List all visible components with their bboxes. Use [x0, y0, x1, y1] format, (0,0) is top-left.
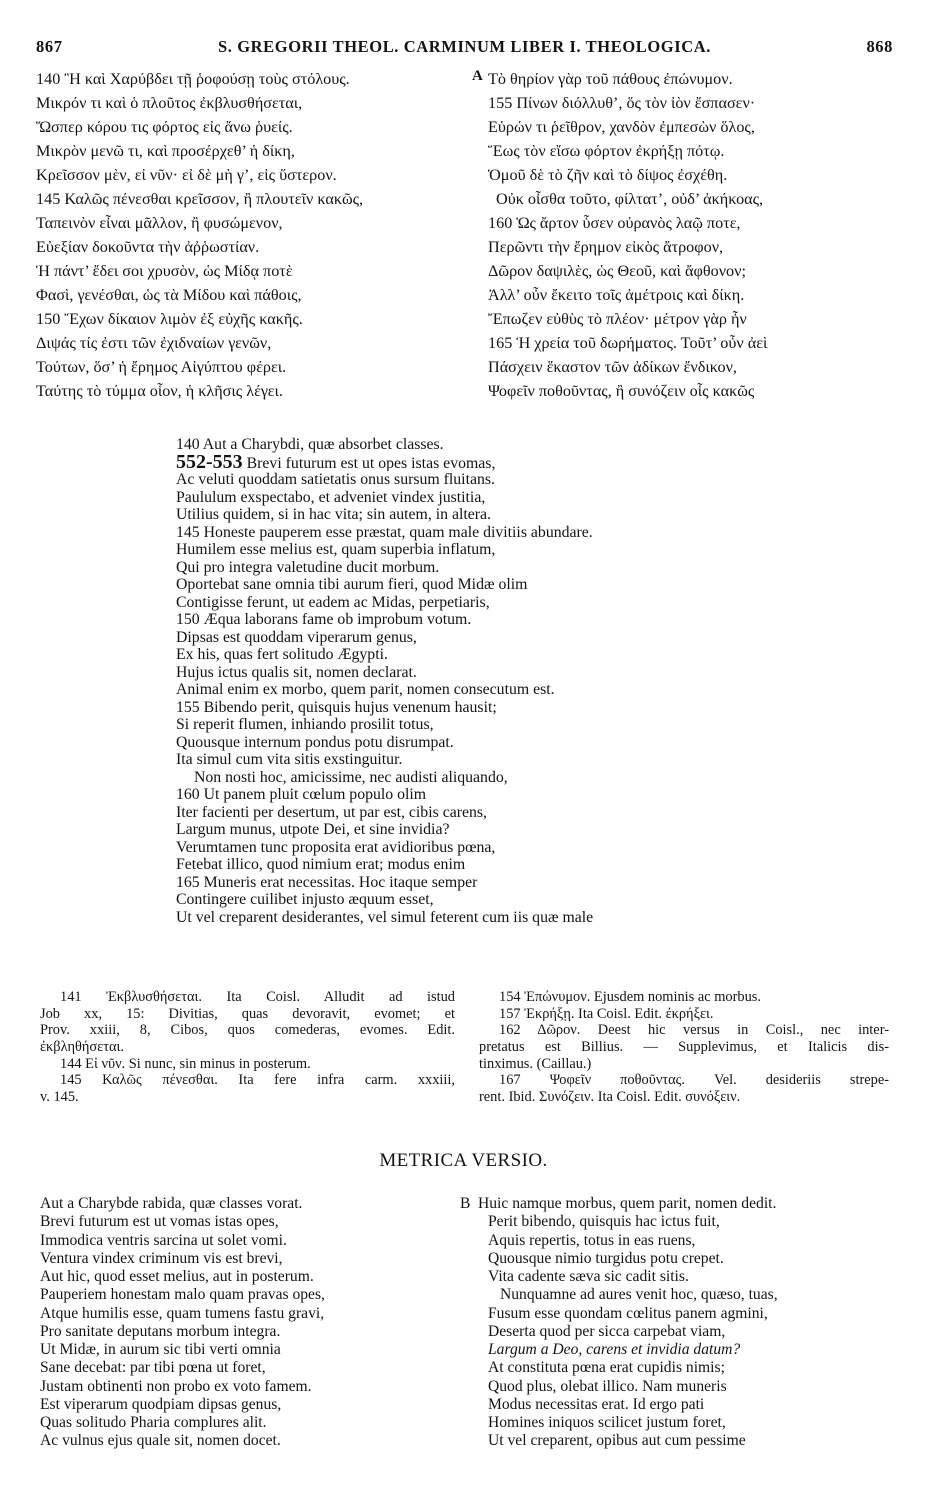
footnote-line: ἐκβληθήσεται. [40, 1039, 125, 1056]
footnotes-left [40, 989, 455, 1106]
greek-line: Ἕως τὸν εἴσω φόρτον ἐκρήξῃ πότῳ. [488, 142, 725, 160]
latin-line: Non nosti hoc, amicissime, nec audisti aliquando, [194, 768, 508, 786]
footnote-line: Prov. xxiii, 8, Cibos, quos comederas, evomes. Edit. [40, 1022, 455, 1039]
verse-line: Atque humilis esse, quam tumens fastu gravi, [40, 1304, 325, 1322]
greek-text-right-column [488, 67, 898, 403]
latin-line: 155 Bibendo perit, quisquis hujus venenum hausit; [176, 698, 497, 716]
footnotes-right [479, 989, 889, 1106]
latin-line: Animal enim ex morbo, quem parit, nomen consecutum est. [176, 681, 555, 698]
greek-line: 155 Πίνων διόλλυθ’, ὅς τὸν ἰὸν ἔσπασεν· [488, 94, 756, 112]
page-number-left: 867 [36, 37, 63, 56]
footnote-line: v. 145. [40, 1089, 79, 1106]
latin-line: Verumtamen tunc proposita erat avidioribus pœna, [176, 838, 496, 856]
greek-line: Εὑρών τι ῥεῖθρον, χανδὸν ἐμπεσὼν ὅλος, [488, 118, 755, 136]
verse-line: At constituta pœna erat cupidis nimis; [488, 1359, 725, 1377]
greek-line: Οὐκ οἶσθα τοῦτο, φίλτατ’, οὐδ’ ἀκήκοας, [496, 190, 764, 208]
greek-line: 140 Ἢ καὶ Χαρύβδει τῇ ῥοφούσῃ τοὺς στόλους. [36, 70, 350, 88]
latin-line: 552-553 Brevi futurum est ut opes istas evomas, [176, 454, 776, 472]
metrica-left-column [40, 1195, 460, 1451]
latin-line: Dipsas est quoddam viperarum genus, [176, 628, 417, 646]
latin-line: Iter facienti per desertum, ut par est, cibis carens, [176, 803, 487, 821]
footnote-line: pretatus est Billius. — Supplevimus, et Italicis dis- [479, 1039, 889, 1056]
latin-line: Paululum exspectabo, et adveniet vindex justitia, [176, 488, 486, 506]
footnote-line: rent. Ibid. Συνόζειν. Ita Coisl. Edit. συνόξειν. [479, 1089, 741, 1106]
greek-line: Ψοφεῖν ποθοῦντας, ἢ συνόζειν οἷς κακῶς [488, 382, 755, 400]
running-title: S. GREGORII THEOL. CARMINUM LIBER I. THEOLOGICA. [217, 37, 712, 56]
verse-line: Vita cadente sæva sic cadit sitis. [488, 1268, 689, 1286]
greek-line: 160 Ὡς ἄρτον ὗσεν οὐρανὸς λαῷ ποτε, [488, 214, 741, 232]
footnote-line: 141 Ἐκβλυσθήσεται. Ita Coisl. Alludit ad istud [60, 989, 455, 1005]
latin-line: Qui pro integra valetudine ducit morbum. [176, 558, 440, 576]
footnote-line: Job xx, 15: Divitias, quas devoravit, evomet; et [40, 1005, 455, 1022]
verse-line: Largum a Deo, carens et invidia datum? [488, 1341, 741, 1359]
metrica-right-column [478, 1195, 896, 1451]
page-number-right: 868 [866, 37, 893, 56]
latin-line: 160 Ut panem pluit cœlum populo olim [176, 786, 427, 803]
latin-line: Ac veluti quoddam satietatis onus sursum fluitans. [176, 471, 495, 488]
latin-line: Fetebat illico, quod nimium erat; modus enim [176, 856, 466, 873]
verse-line: Immodica ventris sarcina ut solet vomi. [40, 1231, 287, 1249]
verse-line: Fusum esse quondam cœlitus panem agmini, [488, 1304, 768, 1322]
latin-prose-translation [176, 436, 776, 926]
verse-line: Deserta quod per sicca carpebat viam, [488, 1322, 726, 1340]
verse-line: Justam obtinenti non probo ex voto famem. [40, 1377, 312, 1395]
greek-line: Τὸ θηρίον γὰρ τοῦ πάθους ἐπώνυμον. [488, 70, 733, 88]
greek-line: Περῶντι τὴν ἔρημον εἰκὸς ἄτροφον, [488, 238, 724, 256]
verse-line: Pauperiem honestam malo quam pravas opes, [40, 1286, 325, 1304]
greek-line: Μικρὸν μενῶ τι, καὶ προσέρχεθ’ ἡ δίκη, [36, 142, 295, 160]
footnote-line: 144 Εἰ νῦν. Si nunc, sin minus in posterum. [60, 1055, 311, 1072]
greek-line: 165 Ἡ χρεία τοῦ δωρήματος. Τοῦτ’ οὖν ἀεὶ [488, 334, 768, 352]
verse-line: Huic namque morbus, quem parit, nomen dedit. [478, 1195, 777, 1212]
latin-line: Quousque internum pondus potu disrumpat. [176, 733, 454, 751]
verse-line: Homines iniquos scilicet justum foret, [488, 1414, 726, 1432]
verse-line: Quod plus, olebat illico. Nam muneris [488, 1377, 727, 1395]
latin-line: Ex his, quas fert solitudo Ægypti. [176, 646, 388, 663]
latin-line: 165 Muneris erat necessitas. Hoc itaque semper [176, 873, 478, 891]
verse-line: Aut a Charybde rabida, quæ classes vorat. [40, 1195, 303, 1212]
verse-line: Ac vulnus ejus quale sit, nomen docet. [40, 1432, 281, 1450]
latin-line: Ut vel creparent desiderantes, vel simul feterent cum iis quæ male [176, 908, 594, 926]
metrica-versio-heading: METRICA VERSIO. [379, 1150, 548, 1171]
footnote-line: tinximus. (Caillau.) [479, 1055, 592, 1072]
latin-line: Humilem esse melius est, quam superbia inflatum, [176, 541, 496, 558]
latin-line: 140 Aut a Charybdi, quæ absorbet classes. [176, 436, 444, 453]
margin-marker-a: A [472, 68, 483, 84]
running-header [36, 37, 893, 61]
greek-line: Τούτων, ὅσ’ ἡ ἔρημος Αἰγύπτου φέρει. [36, 358, 287, 376]
verse-line: Est viperarum quodpiam dipsas genus, [40, 1395, 282, 1413]
latin-line: Hujus ictus qualis sit, nomen declarat. [176, 663, 417, 681]
greek-line: Δῶρον δαψιλὲς, ὡς Θεοῦ, καὶ ἄφθονον; [488, 262, 746, 280]
verse-line: Ut Midæ, in aurum sic tibi verti omnia [40, 1341, 281, 1359]
verse-line: Quousque nimio turgidus potu crepet. [488, 1249, 724, 1267]
latin-line: 145 Honeste pauperem esse præstat, quam male divitiis abundare. [176, 523, 593, 541]
latin-line: Contingere cuilibet injusto æquum esset, [176, 891, 434, 908]
verse-line: Pro sanitate deputans morbum integra. [40, 1322, 281, 1340]
verse-line: Aut hic, quod esset melius, aut in posterum. [40, 1268, 314, 1286]
verse-line: Ut vel creparent, opibus aut cum pessime [488, 1432, 746, 1450]
footnote-line: 154 Ἐπώνυμον. Ejusdem nominis ac morbus. [499, 989, 762, 1005]
verse-line: Sane decebat: par tibi pœna ut foret, [40, 1359, 266, 1377]
column-marker: 552-553 [176, 453, 243, 471]
latin-line: Utilius quidem, si in hac vita; sin autem, in altera. [176, 506, 491, 523]
greek-line: Ἀλλ’ οὖν ἔκειτο τοῖς ἀμέτροις καὶ δίκη. [488, 286, 745, 304]
footnote-line: 167 Ψοφεῖν ποθοῦντας. Vel. desideriis strepe- [499, 1072, 889, 1089]
greek-line: Πάσχειν ἕκαστον τῶν ἀδίκων ἔνδικον, [488, 358, 737, 376]
greek-line: Εὐεξίαν δοκοῦντα τὴν ἀῤῥωστίαν. [36, 238, 260, 256]
margin-marker-b [460, 1195, 480, 1213]
verse-line: Modus necessitas erat. Id ergo pati [488, 1395, 705, 1413]
greek-line: Ὥσπερ κόρου τις φόρτος εἰς ἄνω ῥυείς. [36, 118, 293, 136]
greek-line: Φασὶ, γενέσθαι, ὡς τὰ Μίδου καὶ πάθοις, [36, 286, 302, 304]
verse-line: Ventura vindex criminum vis est brevi, [40, 1249, 283, 1267]
verse-line: Nunquamne ad aures venit hoc, quæso, tuas, [500, 1286, 778, 1304]
verse-line: Quas solitudo Pharia complures alit. [40, 1414, 267, 1432]
latin-line: Oportebat sane omnia tibi aurum fieri, quod Midæ olim [176, 576, 528, 593]
margin-marker-b-label: B [460, 1195, 471, 1212]
footnote-line: 162 Δῶρον. Deest hic versus in Coisl., nec inter- [499, 1022, 889, 1039]
footnote-line: 157 Ἐκρήξῃ. Ita Coisl. Edit. ἐκρήξει. [499, 1005, 714, 1022]
latin-line: Ita simul cum vita sitis exstinguitur. [176, 751, 403, 768]
greek-line: Ἡ πάντ’ ἔδει σοι χρυσὸν, ὡς Μίδᾳ ποτὲ [36, 262, 293, 280]
latin-line: Si reperit flumen, inhiando prosilit totus, [176, 716, 434, 733]
verse-line: Perit bibendo, quisquis hac ictus fuit, [488, 1213, 720, 1231]
greek-line: 145 Καλῶς πένεσθαι κρεῖσσον, ἢ πλουτεῖν κακῶς, [36, 190, 364, 208]
greek-line: Ταύτης τὸ τύμμα οἷον, ἡ κλῆσις λέγει. [36, 382, 283, 400]
greek-text-left-column [36, 67, 458, 403]
greek-line: 150 Ἔχων δίκαιον λιμὸν ἐξ εὐχῆς κακῆς. [36, 310, 303, 328]
greek-line: Μικρόν τι καὶ ὁ πλοῦτος ἐκβλυσθήσεται, [36, 94, 303, 112]
greek-line: Διψάς τίς ἐστι τῶν ἐχιδναίων γενῶν, [36, 334, 272, 352]
greek-line: Ἔπωζεν εὐθὺς τὸ πλέον· μέτρον γὰρ ἦν [488, 310, 747, 328]
latin-line: Contigisse ferunt, ut eadem ac Midas, perpetiaris, [176, 593, 490, 611]
latin-line: Largum munus, utpote Dei, et sine invidia? [176, 821, 450, 838]
latin-line: 150 Æqua laborans fame ob improbum votum. [176, 611, 472, 628]
greek-line: Κρεῖσσον μὲν, εἰ νῦν· εἰ δὲ μὴ γ’, εἰς ὕστερον. [36, 166, 337, 184]
verse-line: Brevi futurum est ut vomas istas opes, [40, 1213, 279, 1231]
greek-line: Ταπεινὸν εἶναι μᾶλλον, ἢ φυσώμενον, [36, 214, 283, 232]
footnote-line: 145 Καλῶς πένεσθαι. Ita fere infra carm. xxxiii, [60, 1072, 455, 1089]
greek-line: Ὁμοῦ δὲ τὸ ζῆν καὶ τὸ δίψος ἐσχέθη. [488, 166, 728, 184]
verse-line: Aquis repertis, totus in eas ruens, [488, 1231, 696, 1249]
